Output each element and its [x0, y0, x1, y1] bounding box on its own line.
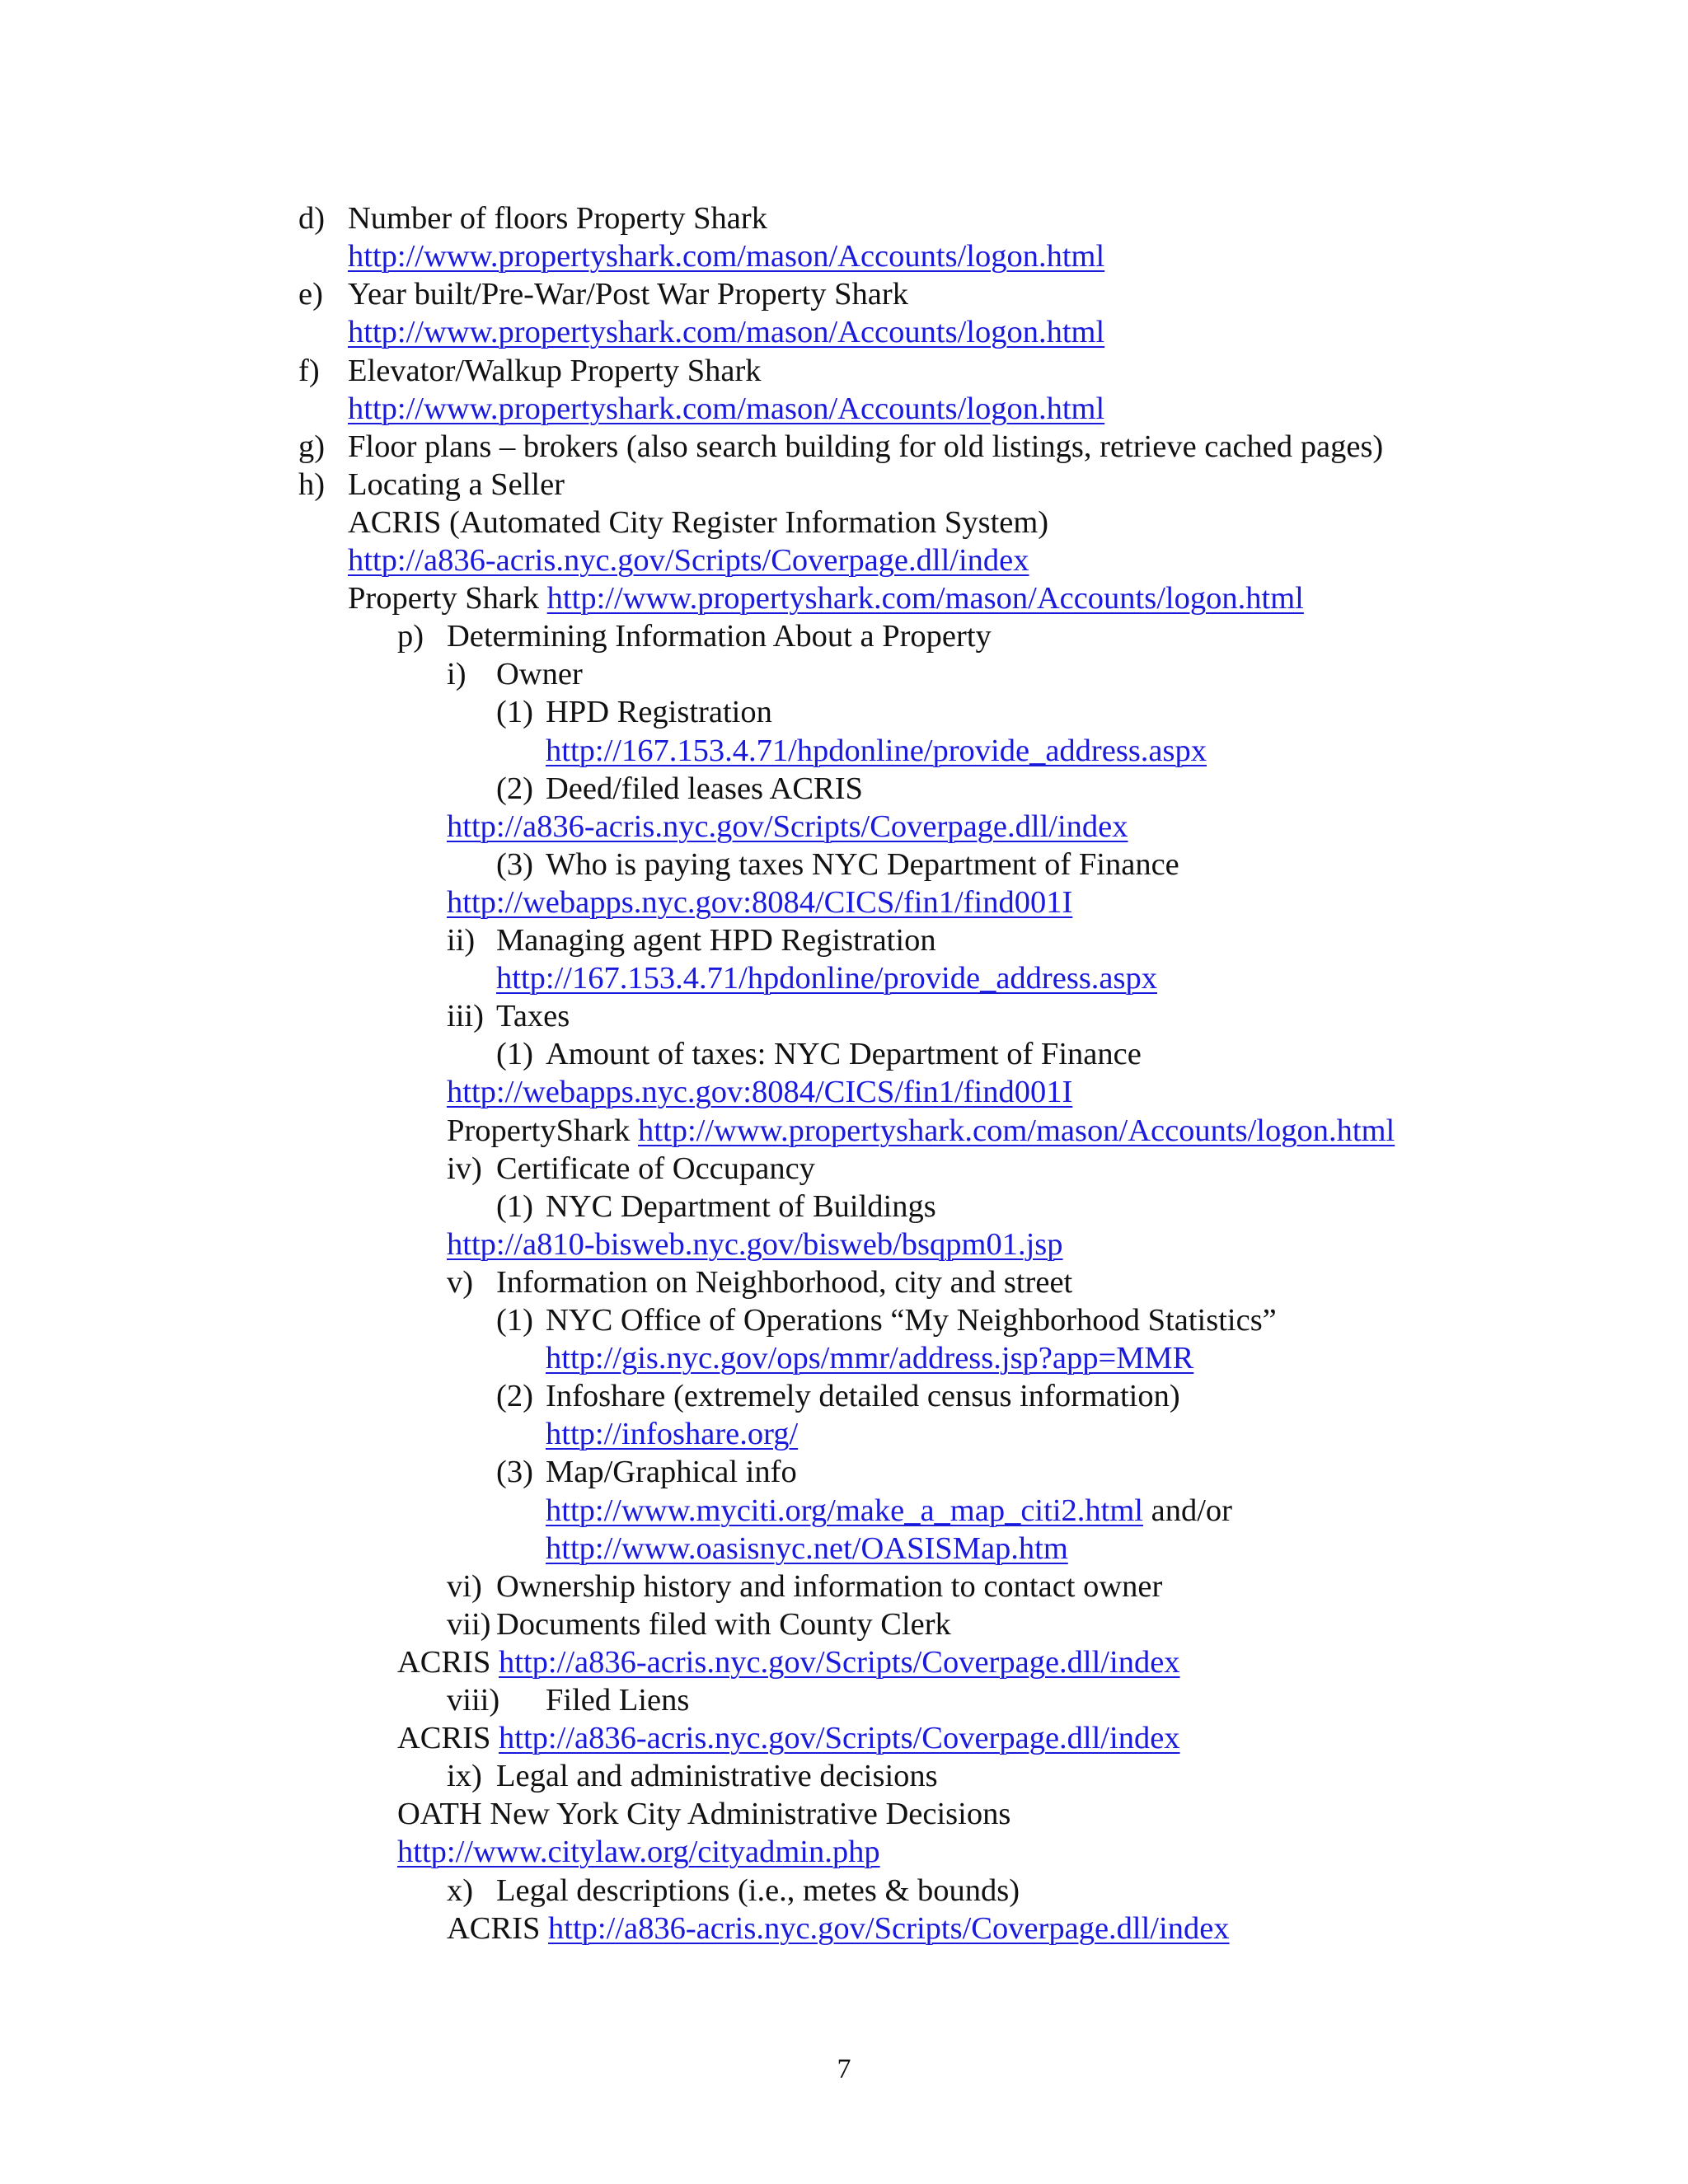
citylaw-link[interactable]: http://www.citylaw.org/cityadmin.php	[397, 1835, 880, 1869]
buildings-link[interactable]: http://a810-bisweb.nyc.gov/bisweb/bsqpm01.jsp	[447, 1227, 1063, 1262]
item-label: h)	[298, 467, 326, 502]
subitem-text: Certificate of Occupancy	[496, 1151, 815, 1186]
acris-link[interactable]: http://a836-acris.nyc.gov/Scripts/Coverpage.dll/index	[499, 1721, 1180, 1755]
item-text: Who is paying taxes NYC Department of Finance	[546, 847, 1179, 882]
subitem-text: Legal and administrative decisions	[496, 1759, 938, 1793]
item-text: NYC Department of Buildings	[546, 1189, 936, 1224]
finance-link[interactable]: http://webapps.nyc.gov:8084/CICS/fin1/find001I	[447, 1075, 1073, 1109]
subitem-text: Ownership history and information to contact owner	[496, 1569, 1163, 1604]
subitem-text: Managing agent HPD Registration	[496, 923, 936, 958]
item-text: Locating a Seller	[348, 467, 565, 502]
item-label: g)	[298, 429, 326, 464]
item-text: Year built/Pre-War/Post War Property Shark	[348, 277, 908, 312]
propertyshark-link[interactable]: http://www.propertyshark.com/mason/Accounts/logon.html	[638, 1113, 1395, 1148]
subitem-text: Documents filed with County Clerk	[496, 1607, 951, 1642]
map-links-line	[546, 1492, 1232, 1530]
propertyshark-line	[447, 1112, 1395, 1150]
subitem-text: Information on Neighborhood, city and street	[496, 1265, 1073, 1300]
section-label: p)	[397, 619, 424, 654]
propertyshark-label: PropertyShark	[447, 1113, 631, 1148]
item-label: f)	[298, 354, 320, 388]
subitem-label: ii)	[447, 923, 476, 958]
and-or-text: and/or	[1151, 1493, 1232, 1528]
subitem-text: Legal descriptions (i.e., metes & bounds)	[496, 1873, 1020, 1908]
acris-link[interactable]: http://a836-acris.nyc.gov/Scripts/Coverpage.dll/index	[447, 809, 1128, 844]
item-number: (3)	[496, 847, 533, 882]
subitem-label: v)	[447, 1265, 474, 1300]
subitem-label: ix)	[447, 1759, 482, 1793]
subitem-label: iv)	[447, 1151, 482, 1186]
acris-link[interactable]: http://a836-acris.nyc.gov/Scripts/Coverpage.dll/index	[548, 1911, 1230, 1946]
acris-label: ACRIS	[397, 1721, 491, 1755]
section-title: Determining Information About a Property	[447, 619, 992, 654]
myciti-link[interactable]: http://www.myciti.org/make_a_map_citi2.html	[546, 1493, 1143, 1528]
propertyshark-line	[348, 579, 1304, 617]
propertyshark-label: Property Shark	[348, 581, 540, 616]
item-text: Infoshare (extremely detailed census information)	[546, 1379, 1180, 1413]
infoshare-link[interactable]: http://infoshare.org/	[546, 1417, 799, 1451]
acris-description: ACRIS (Automated City Register Information System)	[348, 505, 1049, 540]
propertyshark-link[interactable]: http://www.propertyshark.com/mason/Accounts/logon.html	[348, 239, 1105, 274]
hpd-link[interactable]: http://167.153.4.71/hpdonline/provide_address.aspx	[546, 733, 1207, 768]
subitem-label: vi)	[447, 1569, 482, 1604]
item-number: (1)	[496, 1037, 533, 1071]
acris-line	[447, 1910, 1230, 1947]
subitem-label: viii)	[447, 1683, 500, 1718]
item-number: (2)	[496, 771, 533, 806]
subitem-label: vii)	[447, 1607, 491, 1642]
item-label: d)	[298, 201, 326, 236]
item-text: NYC Office of Operations “My Neighborhood Statistics”	[546, 1303, 1277, 1338]
item-text: Floor plans – brokers (also search building for old listings, retrieve cached pages)	[348, 429, 1384, 464]
propertyshark-link[interactable]: http://www.propertyshark.com/mason/Accounts/logon.html	[348, 391, 1105, 426]
page-number: 7	[837, 2054, 851, 2084]
item-number: (2)	[496, 1379, 533, 1413]
hpd-link[interactable]: http://167.153.4.71/hpdonline/provide_address.aspx	[496, 961, 1157, 996]
subitem-text: Filed Liens	[546, 1683, 690, 1718]
acris-line	[397, 1643, 1180, 1681]
subitem-text: Taxes	[496, 999, 570, 1033]
subitem-label: iii)	[447, 999, 484, 1033]
acris-link[interactable]: http://a836-acris.nyc.gov/Scripts/Coverpage.dll/index	[348, 543, 1029, 578]
finance-link[interactable]: http://webapps.nyc.gov:8084/CICS/fin1/find001I	[447, 885, 1073, 920]
item-number: (1)	[496, 1189, 533, 1224]
item-text: HPD Registration	[546, 695, 772, 729]
item-number: (1)	[496, 1303, 533, 1338]
subitem-text: Owner	[496, 657, 583, 691]
item-text: Number of floors Property Shark	[348, 201, 767, 236]
item-number: (3)	[496, 1455, 533, 1489]
propertyshark-link[interactable]: http://www.propertyshark.com/mason/Accounts/logon.html	[348, 315, 1105, 349]
subitem-label: x)	[447, 1873, 474, 1908]
item-label: e)	[298, 277, 323, 312]
mmr-link[interactable]: http://gis.nyc.gov/ops/mmr/address.jsp?app=MMR	[546, 1341, 1194, 1376]
subitem-label: i)	[447, 657, 467, 691]
item-text: Amount of taxes: NYC Department of Finance	[546, 1037, 1142, 1071]
item-text: Deed/filed leases ACRIS	[546, 771, 863, 806]
item-text: Elevator/Walkup Property Shark	[348, 354, 762, 388]
acris-link[interactable]: http://a836-acris.nyc.gov/Scripts/Coverpage.dll/index	[499, 1645, 1180, 1680]
item-text: Map/Graphical info	[546, 1455, 797, 1489]
item-number: (1)	[496, 695, 533, 729]
propertyshark-link[interactable]: http://www.propertyshark.com/mason/Accounts/logon.html	[546, 581, 1304, 616]
oasis-link[interactable]: http://www.oasisnyc.net/OASISMap.htm	[546, 1531, 1068, 1566]
oath-description: OATH New York City Administrative Decisions	[397, 1797, 1011, 1831]
acris-label: ACRIS	[397, 1645, 491, 1680]
acris-line	[397, 1719, 1180, 1757]
acris-label: ACRIS	[447, 1911, 541, 1946]
